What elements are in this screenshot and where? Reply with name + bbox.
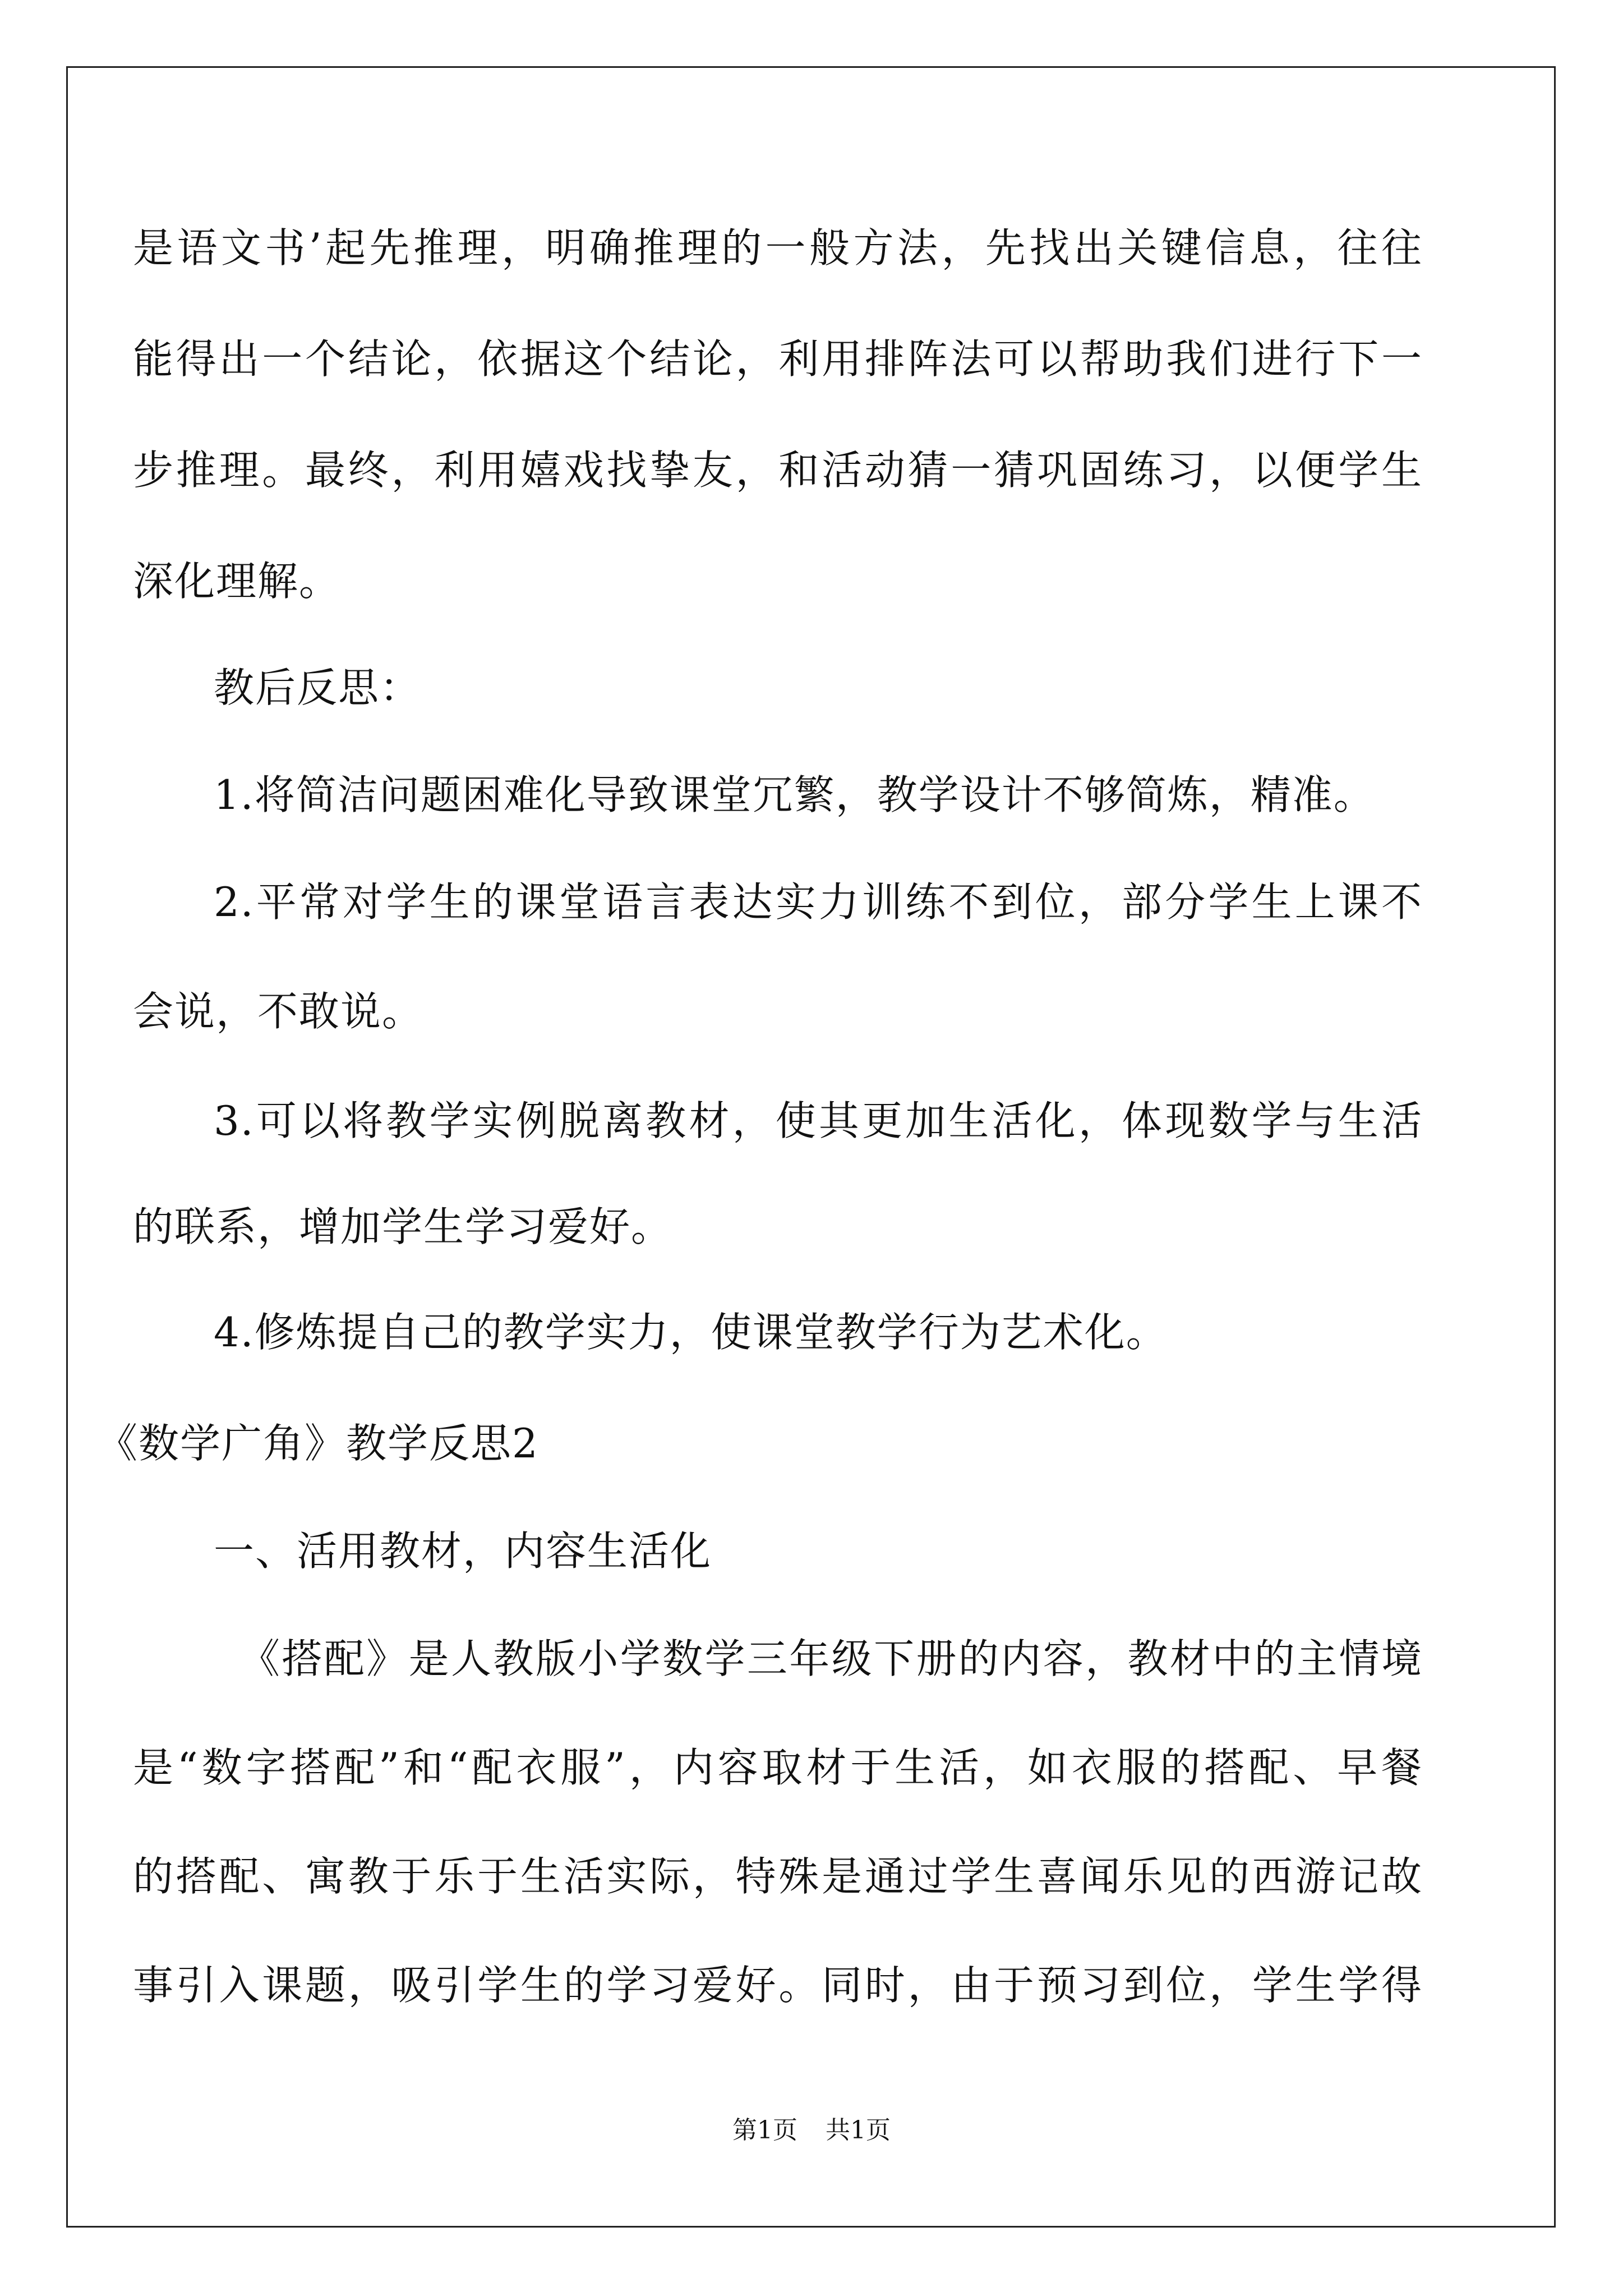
reflection-heading: 教后反思： [214, 664, 422, 711]
paragraph-line: 步推理。最终，利用嬉戏找挚友，和活动猜一猜巩固练习，以便学生 [133, 447, 1423, 494]
list-item-continuation: 的联系，增加学生学习爱好。 [133, 1203, 673, 1250]
paragraph-line: 能得出一个结论，依据这个结论，利用排阵法可以帮助我们进行下一 [133, 335, 1423, 383]
paragraph-line: 事引入课题，吸引学生的学习爱好。同时，由于预习到位，学生学得 [133, 1962, 1423, 2009]
list-item: 3.可以将教学实例脱离教材，使其更加生活化，体现数学与生活 [214, 1097, 1423, 1144]
paragraph-line: 深化理解。 [133, 558, 341, 605]
section-title: 《数学广角》教学反思2 [97, 1420, 539, 1467]
paragraph-line: 的搭配、寓教于乐于生活实际，特殊是通过学生喜闻乐见的西游记故 [133, 1853, 1423, 1900]
page-border [66, 66, 1556, 2228]
paragraph-line: 《搭配》是人教版小学数学三年级下册的内容，教材中的主情境 [239, 1635, 1423, 1682]
page-footer [0, 2115, 1623, 2146]
paragraph-line: 是“数字搭配”和“配衣服”，内容取材于生活，如衣服的搭配、早餐 [133, 1744, 1423, 1791]
list-item: 2.平常对学生的课堂语言表达实力训练不到位，部分学生上课不 [214, 878, 1423, 926]
page-total: 共1页 [826, 2116, 891, 2145]
list-item: 1.将简洁问题困难化导致课堂冗繁，教学设计不够简炼，精准。 [214, 771, 1375, 818]
paragraph-line: 是语文书’起先推理，明确推理的一般方法，先找出关键信息，往往 [133, 224, 1423, 272]
list-item-continuation: 会说，不敢说。 [133, 988, 424, 1035]
subheading: 一、活用教材，内容生活化 [214, 1527, 712, 1575]
page-number: 第1页 [732, 2116, 797, 2145]
list-item: 4.修炼提自己的教学实力，使课堂教学行为艺术化。 [214, 1309, 1168, 1356]
